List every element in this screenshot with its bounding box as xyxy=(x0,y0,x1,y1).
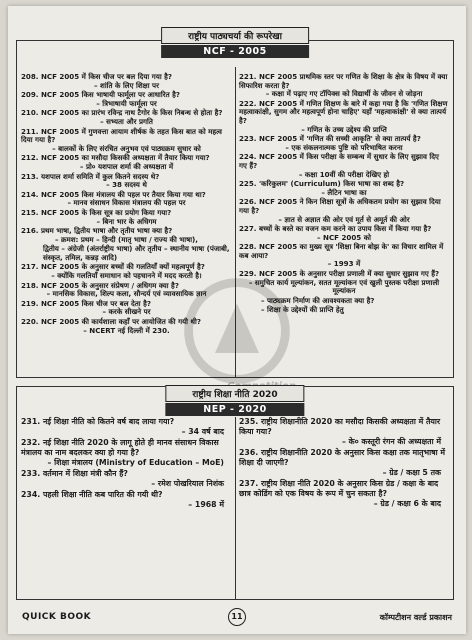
ncf-header xyxy=(161,27,309,58)
answer-text: – के० कस्तूरी रंगन की अध्यक्षता में xyxy=(342,437,441,446)
question-text: 225. 'करिकुलम' (Curriculum) किस भाषा का शब्द है? xyxy=(239,179,405,189)
answer-text: – 34 वर्ष बाद xyxy=(181,427,224,436)
ncf-subtitle: NCF - 2005 xyxy=(161,45,309,58)
answer-text: – 1968 में xyxy=(188,500,224,509)
question-text: 234. पहली शिक्षा नीति कब पारित की गयी थी? xyxy=(21,490,163,499)
nep-section xyxy=(16,386,454,600)
answer-text: – शांति के लिए शिक्षा पर xyxy=(94,80,159,90)
nep-right-column xyxy=(239,417,449,510)
question-text: 229. NCF 2005 के अनुसार परीक्षा प्रणाली में क्या सुधार सुझाव गए हैं? xyxy=(239,269,440,279)
answer-text: – एक संकलनात्मक पुष्टि को परिभाषित करना xyxy=(285,142,403,152)
question-text: 237. राष्ट्रीय शिक्षा नीति 2020 के अनुसार किस ग्रेड / कक्षा के बाद छात्र कोडिंग को एक विषय के रूप में चुन सकता है? xyxy=(239,479,439,498)
answer-text: – क्योंकि गलतियाँ समाधान को पहचानने में मदद करती है। xyxy=(51,271,202,281)
question-text: 213. यशपाल शर्मा समिति में कुल कितने सदस्य थे? xyxy=(21,171,160,181)
question-text: 223. NCF 2005 में 'गणित की सच्ची आकृति' से क्या तात्पर्य है? xyxy=(239,134,421,144)
answer-text: – करके सीखने पर xyxy=(102,307,151,317)
answer-text: – सभ्यता और प्रगति xyxy=(100,116,153,126)
question-text: 224. NCF 2005 में किस परीक्षा के सम्बन्ध में सुधार के लिए सुझाव दिए गए हैं? xyxy=(239,152,439,170)
nep-subtitle: NEP - 2020 xyxy=(165,403,304,416)
question-text: 214. NCF 2005 किस मंत्रालय की पहल पर तैयार किया गया था? xyxy=(21,189,206,199)
question-text: 218. NCF 2005 के अनुसार संप्रेषण / अधिगम क्या है? xyxy=(21,280,179,290)
page-number: 11 xyxy=(228,608,246,626)
question-text: 210. NCF 2005 का प्रारंभ रविन्द्र नाथ टैगोर के किस निबन्ध से होता है? xyxy=(21,108,223,118)
column-divider xyxy=(235,417,236,599)
answer-text: – कक्षा 10वीं की परीक्षा देखिए हो xyxy=(298,169,390,179)
nep-left-column xyxy=(21,417,232,511)
watermark-logo-icon xyxy=(182,276,292,386)
answer-text: – बिना भार के अधिगम xyxy=(96,216,157,226)
answer-text: – गणित के उच्च उद्देश्य की प्राप्ति xyxy=(301,124,387,134)
question-text: 219. NCF 2005 किस चीज पर बल देता है? xyxy=(21,298,151,308)
answer-text: – ग्रेड / कक्षा 5 तक xyxy=(382,468,441,477)
answer-text: – ग्रेड / कक्षा 6 के बाद xyxy=(373,499,441,508)
question-text: 236. राष्ट्रीय शिक्षानीति 2020 के अनुसार किस कक्षा तक मातृभाषा में शिक्षा दी जाएगी? xyxy=(239,448,445,467)
answer-text: – मानसिक विकास, शिल्प कला, सौन्दर्य एवं व्यावसायिक ज्ञान xyxy=(46,289,207,299)
answer-text: – शिक्षा के उद्देश्यों की प्राप्ति हेतु xyxy=(261,305,344,315)
answer-text: – मानव संसाधन विकास मंत्रालय की पहल पर xyxy=(67,198,186,208)
question-text: 220. NCF 2005 की कार्यशाला कहाँ पर आयोजित की गयी थी? xyxy=(21,317,201,327)
answer-text: – कक्षा में पढ़ाए गए टॉपिक्स को विद्यार्थी के जीवन से जोड़ना xyxy=(265,89,423,99)
nep-title: राष्ट्रीय शिक्षा नीति 2020 xyxy=(165,385,304,402)
answer-text: – पाठ्यक्रम निर्माण की आवश्यकता क्या है? xyxy=(261,295,375,305)
ncf-title: राष्ट्रीय पाठ्यचर्या की रूपरेखा xyxy=(161,27,309,44)
question-text: 209. NCF 2005 किस भाषायी फार्मूला पर आधारित है? xyxy=(21,90,181,100)
question-text: 212. NCF 2005 का मसौदा किसकी अध्यक्षता में तैयार किया गया? xyxy=(21,153,210,163)
answer-text: – ज्ञात से अज्ञात की ओर एवं मूर्त से अमूर्त की ओर xyxy=(278,214,410,224)
answer-text: – बालकों के लिए संरचित अनुभव एवं पाठ्यक्रम सुधार को xyxy=(52,143,201,153)
answer-text: – NCF 2005 को xyxy=(317,232,371,242)
question-text: 235. राष्ट्रीय शिक्षानीति 2020 का मसौदा किसकी अध्यक्षता में तैयार किया गया? xyxy=(239,417,441,436)
ncf-section xyxy=(16,32,454,378)
question-text: 215. NCF 2005 के किस सूत्र का प्रयोग किया गया? xyxy=(21,207,172,217)
question-text: 211. NCF 2005 में गुणवत्ता आयाम शीर्षक के तहत किस बात को महत्व दिया गया है? xyxy=(21,126,223,145)
question-text: 228. NCF 2005 का मुख्य सूत्र 'शिक्षा बिना बोझ के' का विचार शामिल में कब आया? xyxy=(239,242,444,260)
book-page xyxy=(8,6,466,634)
question-text: 231. नई शिक्षा नीति को कितने वर्ष बाद लाया गया? xyxy=(21,417,175,426)
question-text: 216. प्रथम भाषा, द्वितीय भाषा और तृतीय भाषा क्या है? xyxy=(21,226,173,236)
question-text: 227. बच्चों के बस्ते का वजन कम करने का उपाय किस में किया गया है? xyxy=(239,224,432,234)
question-text: 222. NCF 2005 में गणित शिक्षण के बारे में कहा गया है कि 'गणित शिक्षण महत्वाकांक्षी, सुगम और महत्वपूर्ण होना चाहिए' यहाँ 'महत्वाकांक्षी' से क्या तात्पर्य है? xyxy=(239,98,448,125)
footer-book-name: QUICK BOOK xyxy=(22,612,92,622)
question-text: 226. NCF 2005 ने किन शिक्षा सूत्रों के अधिकतम प्रयोग का सुझाव दिया गया है? xyxy=(239,197,441,215)
answer-text: – NCERT नई दिल्ली में 230. xyxy=(83,325,170,335)
answer-text: – लैटिन भाषा का xyxy=(321,187,367,197)
question-text: 208. NCF 2005 में किस चीज पर बल दिया गया है? xyxy=(21,72,173,81)
answer-text: – समुचित कार्य मूल्यांकन, सतत मूल्यांकन एवं खुली पुस्तक परीक्षा प्रणाली मूल्यांकन xyxy=(248,277,440,296)
answer-text: – 38 सदस्य थे xyxy=(106,180,147,190)
question-text: 221. NCF 2005 प्राथमिक स्तर पर गणित के शिक्षा के क्षेत्र के विषय में क्या सिफारिश करता है? xyxy=(239,72,448,90)
footer-publisher: कॉम्पटीशन वर्ल्ड प्रकाशन xyxy=(379,613,452,622)
question-text: 233. वर्तमान में शिक्षा मंत्री कौन हैं? xyxy=(21,469,128,478)
answer-text: – 1993 में xyxy=(327,259,361,269)
answer-text: द्वितीय – अंग्रेजी (अंतर्राष्ट्रीय भाषा) और तृतीय – स्थानीय भाषा (पंजाबी, संस्कृत, तमिल, कन्नड़ आदि) xyxy=(43,244,230,262)
question-text: 232. नई शिक्षा नीति 2020 के लागू होते ही मानव संसाधन विकास मंत्रालय का नाम बदलकर क्या हो गया है? xyxy=(21,438,219,457)
answer-text: – रमेश पोखरियाल निशंक xyxy=(151,479,224,488)
nep-header xyxy=(165,385,304,416)
answer-text: – प्रो० यशपाल शर्मा की अध्यक्षता में xyxy=(79,161,174,171)
question-text: 217. NCF 2005 के अनुसार बच्चों की गलतियाँ क्यों महत्वपूर्ण है? xyxy=(21,262,205,272)
answer-text: – क्रमश: प्रथम – हिन्दी (मातृ भाषा / राज्य की भाषा), xyxy=(55,234,198,244)
answer-text: – त्रिभाषायी फार्मूला पर xyxy=(96,98,157,108)
page-footer xyxy=(8,600,466,634)
answer-text: – शिक्षा मंत्रालय (Ministry of Education – MoE) xyxy=(47,458,224,467)
